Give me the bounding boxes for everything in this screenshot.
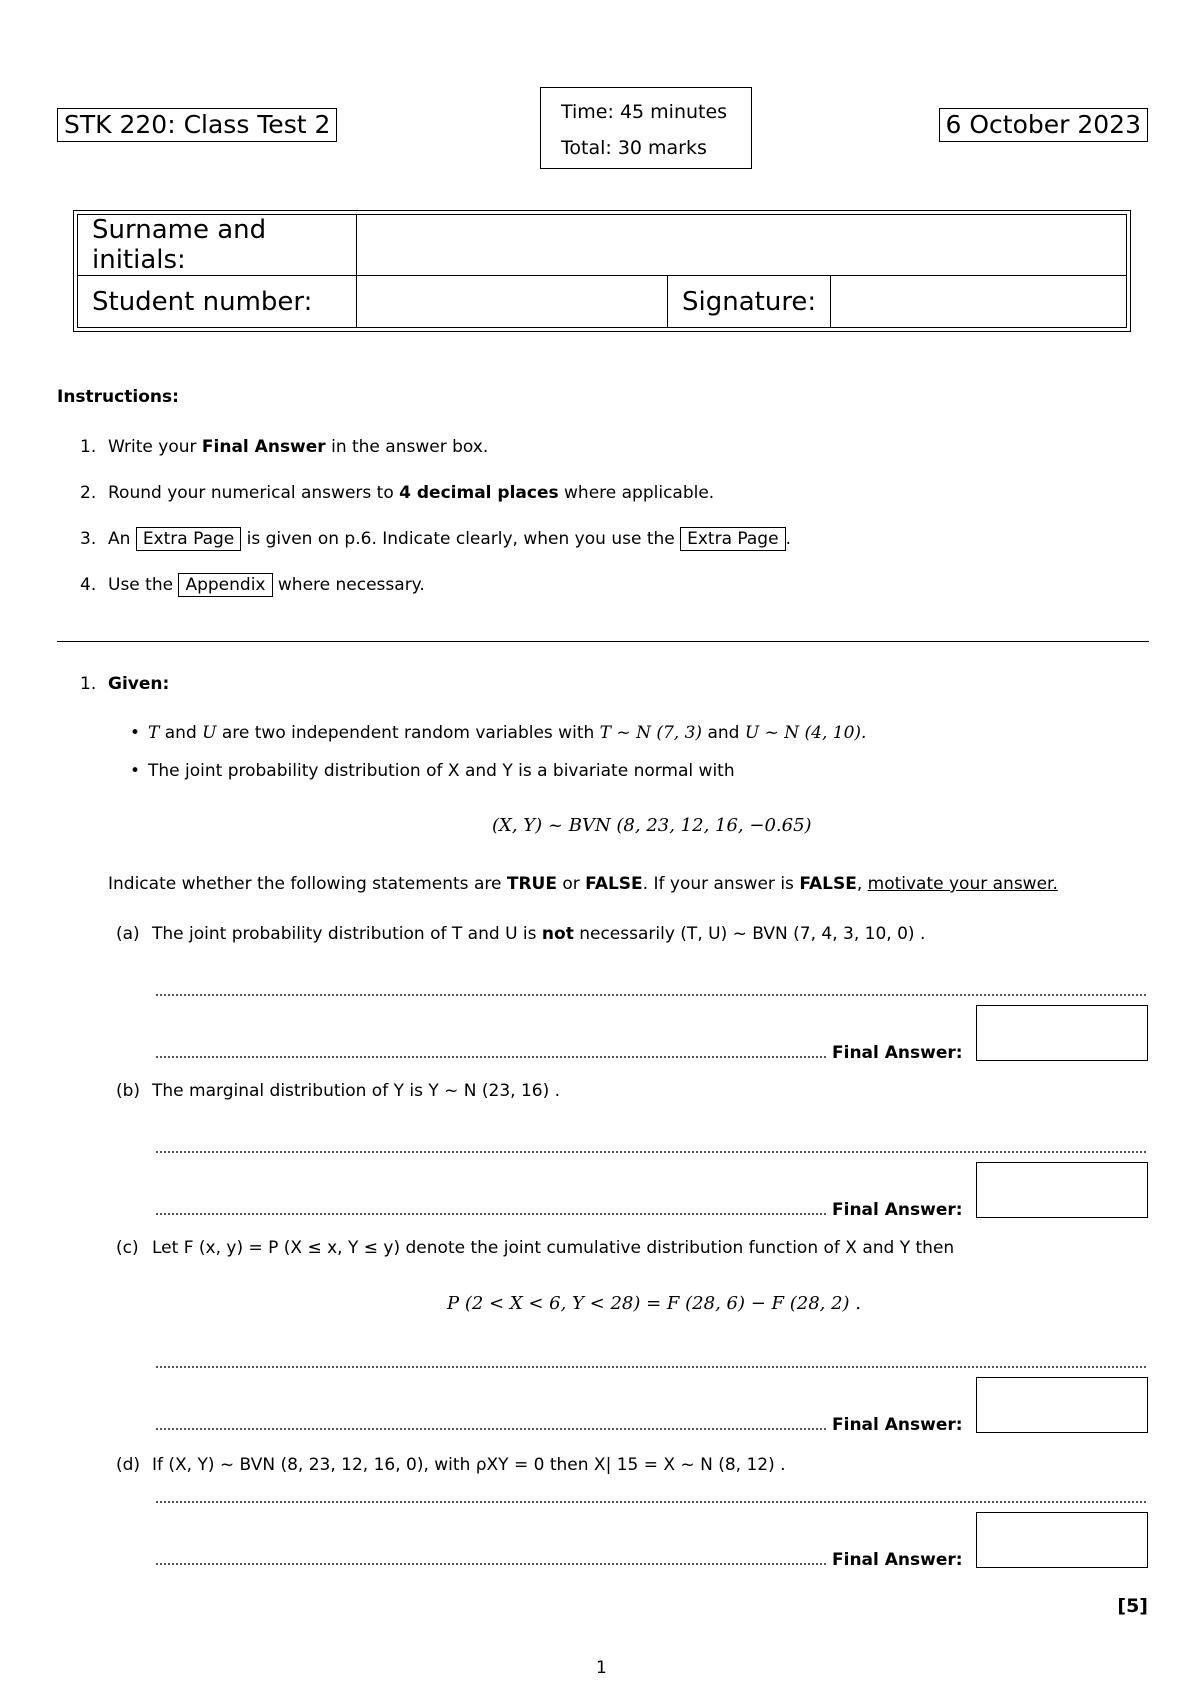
question-number: 1. — [80, 674, 97, 694]
text: If (X, Y) ~ BVN (8, 23, 12, 16, 0), with ρXY = 0 then X| 15 = X ~ N (8, 12) . — [152, 1455, 786, 1475]
text: Let F (x, y) = P (X ≤ x, Y ≤ y) denote the joint cumulative distribution function of X and Y then — [152, 1238, 955, 1258]
instruction-item — [80, 476, 791, 522]
test-date: 6 October 2023 — [939, 108, 1148, 142]
answer-line[interactable] — [156, 1212, 826, 1215]
course-title: STK 220: Class Test 2 — [57, 108, 337, 142]
student-number-label: Student number: — [78, 276, 357, 328]
instructions-title: Instructions: — [57, 387, 179, 407]
instruction-number: 1. — [80, 437, 97, 457]
time-text: Time: 45 minutes — [561, 101, 728, 123]
text: , — [856, 874, 868, 894]
answer-line[interactable] — [156, 993, 1146, 996]
text: are two independent random variables with — [216, 723, 600, 743]
given-bullet-2 — [130, 761, 735, 781]
true-word: TRUE — [506, 874, 557, 894]
motivate-text: motivate your answer. — [867, 874, 1058, 894]
instruction-text: An — [108, 529, 136, 549]
text: and — [702, 723, 745, 743]
answer-line[interactable] — [156, 1427, 826, 1430]
extra-page-box: Extra Page — [680, 527, 785, 551]
math-var: U — [202, 723, 217, 743]
bold-not: not — [541, 924, 574, 944]
part-label: (a) — [116, 924, 140, 944]
part-label: (c) — [116, 1238, 139, 1258]
text: or — [556, 874, 586, 894]
answer-line[interactable] — [156, 1500, 1146, 1503]
answer-line[interactable] — [156, 1365, 1146, 1368]
text: necessarily (T, U) ~ BVN (7, 4, 3, 10, 0) . — [573, 924, 926, 944]
signature-field[interactable] — [831, 276, 1127, 328]
false-word: FALSE — [799, 874, 857, 894]
instruction-item — [80, 430, 791, 476]
part-c-equation: P (2 < X < 6, Y < 28) = F (28, 6) − F (28, 2) . — [447, 1293, 862, 1314]
final-answer-box[interactable] — [976, 1512, 1148, 1568]
part-a — [116, 924, 925, 944]
text: The marginal distribution of Y is Y ~ N (23, 16) . — [152, 1081, 561, 1101]
text: The joint probability distribution of T and U is — [152, 924, 542, 944]
time-total-box — [540, 87, 752, 169]
instruction-text: where necessary. — [272, 575, 425, 595]
bullet-icon: • — [130, 723, 141, 743]
surname-field[interactable] — [357, 215, 1127, 276]
instruction-number: 2. — [80, 483, 97, 503]
part-label: (d) — [116, 1455, 141, 1475]
final-answer-box[interactable] — [976, 1162, 1148, 1218]
question-1-heading — [80, 674, 169, 694]
instruction-text: is given on p.6. Indicate clearly, when you use the — [241, 529, 681, 549]
math-var: T — [148, 723, 160, 743]
final-answer-label: Final Answer: — [832, 1043, 963, 1063]
section-divider — [57, 641, 1149, 642]
instruction-bold: 4 decimal places — [399, 483, 559, 503]
signature-label: Signature: — [668, 276, 831, 328]
instruction-bold: Final Answer — [201, 437, 326, 457]
instruction-text: in the answer box. — [325, 437, 489, 457]
answer-line[interactable] — [156, 1055, 826, 1058]
text: Indicate whether the following statements are — [108, 874, 507, 894]
instruction-text: where applicable. — [558, 483, 715, 503]
final-answer-label: Final Answer: — [832, 1200, 963, 1220]
answer-line[interactable] — [156, 1562, 826, 1565]
given-label: Given: — [108, 674, 170, 694]
student-number-field[interactable] — [357, 276, 668, 328]
false-word: FALSE — [585, 874, 643, 894]
instruction-text: . — [785, 529, 791, 549]
given-bullet-1 — [130, 723, 866, 743]
text: The joint probability distribution of X and Y is a bivariate normal with — [148, 761, 735, 781]
extra-page-box: Extra Page — [136, 527, 241, 551]
bullet-icon: • — [130, 761, 141, 781]
instructions-list — [80, 430, 791, 614]
instruction-number: 3. — [80, 529, 97, 549]
indicate-instruction — [108, 874, 1058, 894]
part-b — [116, 1081, 560, 1101]
page-number: 1 — [596, 1658, 607, 1678]
part-c — [116, 1238, 954, 1258]
final-answer-label: Final Answer: — [832, 1550, 963, 1570]
display-equation: (X, Y) ~ BVN (8, 23, 12, 16, −0.65) — [492, 815, 812, 836]
final-answer-box[interactable] — [976, 1005, 1148, 1061]
instruction-item — [80, 568, 791, 614]
question-marks: [5] — [1117, 1595, 1148, 1617]
text: . If your answer is — [642, 874, 800, 894]
student-info-table — [77, 214, 1127, 328]
instruction-text: Write your — [108, 437, 202, 457]
instruction-item — [80, 522, 791, 568]
part-label: (b) — [116, 1081, 141, 1101]
text: and — [159, 723, 203, 743]
appendix-box: Appendix — [178, 573, 272, 597]
instruction-number: 4. — [80, 575, 97, 595]
total-text: Total: 30 marks — [561, 137, 707, 159]
surname-label: Surname and initials: — [78, 215, 357, 276]
instruction-text: Round your numerical answers to — [108, 483, 400, 503]
instruction-text: Use the — [108, 575, 179, 595]
answer-line[interactable] — [156, 1150, 1146, 1153]
final-answer-label: Final Answer: — [832, 1415, 963, 1435]
math-expr: U ~ N (4, 10). — [744, 723, 867, 743]
math-expr: T ~ N (7, 3) — [599, 723, 703, 743]
part-d — [116, 1455, 786, 1475]
final-answer-box[interactable] — [976, 1377, 1148, 1433]
